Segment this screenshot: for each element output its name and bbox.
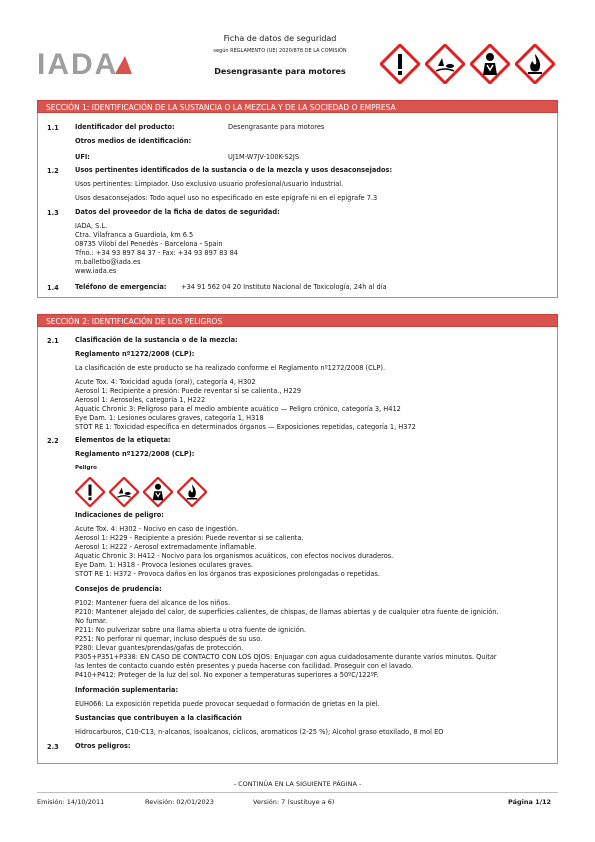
emergency-phone-value: +34 91 562 04 20 Instituto Nacional de Toxicología, 24h al día	[181, 283, 387, 291]
label-classification: Clasificación de la sustancia o de la mezcla:	[75, 336, 238, 344]
label-ufi: UFI:	[75, 153, 90, 161]
supplier-email[interactable]: m.balletbo@iada.es	[75, 258, 141, 266]
classification-intro: La clasificación de este producto se ha realizado conforme el Reglamento nº1272/2008 (CLP).	[75, 364, 386, 372]
hazard-statement: Aquatic Chronic 3: H412 - Nocivo para los organismos acuáticos, con efectos nocivos duraderos.	[75, 552, 394, 560]
classification-item: Aerosol 1: Aerosoles, categoría 1, H222	[75, 396, 206, 404]
label-other-means: Otros medios de identificación:	[75, 137, 192, 145]
precautionary-statement: P280: Llevar guantes/prendas/gafas de protección.	[75, 644, 244, 652]
precautionary-statement: P210: Mantener alejado del calor, de superficies calientes, de chispas, de llamas abiertas y de cualquier otra fuente de ignición.	[75, 608, 499, 616]
hazard-statement: Eye Dam. 1: H318 - Provoca lesiones oculares graves.	[75, 561, 253, 569]
supplier-line: Tfno.: +34 93 897 84 37 - Fax: +34 93 897 83 84	[75, 249, 238, 257]
section-number: 2.1	[47, 337, 59, 345]
precautionary-statement: P211: No pulverizar sobre una llama abierta u otra fuente de ignición.	[75, 626, 306, 634]
classification-item: STOT RE 1: Toxicidad específica en determinados órganos — Exposiciones repetidas, categoría 1, H372	[75, 423, 416, 431]
supplier-line: 08735 Vilobí del Penedès - Barcelona - Spain	[75, 240, 223, 248]
precautionary-statement: P251: No perforar ni quemar, incluso después de su uso.	[75, 635, 263, 643]
ghs-pictograms	[380, 44, 555, 84]
issue-date: Emisión: 14/10/2011	[37, 798, 105, 806]
page-number: Página 1/12	[508, 798, 552, 806]
version: Versión: 7 (sustituye a 6)	[253, 798, 335, 806]
footer-divider	[37, 792, 558, 793]
section-1-heading: SECCIÓN 1: IDENTIFICACIÓN DE LA SUSTANCIA O LA MEZCLA Y DE LA SOCIEDAD O EMPRESA	[37, 100, 558, 113]
precautionary-statement: P102: Mantener fuera del alcance de los niños.	[75, 599, 231, 607]
label-label-elements: Elementos de la etiqueta:	[75, 436, 171, 444]
label-other-hazards: Otros peligros:	[75, 742, 131, 750]
health-hazard-icon	[143, 477, 173, 507]
health-hazard-icon	[470, 44, 510, 84]
regulation-subtitle: según REGLAMENTO (UE) 2020/878 DE LA COMISIÓN	[213, 48, 347, 54]
precautionary-statement: P410+P412: Proteger de la luz del sol. No exponer a temperaturas superiores a 50ºC/122ºF.	[75, 671, 379, 679]
classification-item: Acute Tox. 4: Toxicidad aguda (oral), categoría 4, H302	[75, 378, 256, 386]
exclamation-icon	[75, 477, 105, 507]
label-supplementary-info: Información suplementaria:	[75, 686, 179, 694]
contributing-substances: Hidrocarburos, C10-C13, n-alcanos, isoalcanos, cíclicos, aromaticos (2-25 %); Alcohol graso etoxilado, 8 mol EO	[75, 728, 444, 736]
classification-item: Eye Dam. 1: Lesiones oculares graves, categoría 1, H318	[75, 414, 264, 422]
hazard-statement: Aerosol 1: H222 - Aerosol extremadamente inflamable.	[75, 543, 257, 551]
label-emergency-phone: Teléfono de emergencia:	[75, 283, 167, 291]
precautionary-statement: P305+P351+P338: EN CASO DE CONTACTO CON LOS OJOS: Enjuagar con agua cuidadosamente durante varios minutos. Quitar	[75, 653, 497, 661]
hazard-statement: STOT RE 1: H372 - Provoca daños en los órganos tras exposiciones prolongadas o repetidas.	[75, 570, 380, 578]
svg-text:IADA: IADA	[37, 50, 119, 76]
flame-icon	[177, 477, 207, 507]
label-uses: Usos pertinentes identificados de la sustancia o de la mezcla y usos desaconsejados:	[75, 166, 393, 174]
supplementary-info: EUH066: La exposición repetida puede provocar sequedad o formación de grietas en la piel.	[75, 700, 380, 708]
ufi-value: UJ1M-W7JV-100K-S2JS	[228, 153, 300, 161]
flame-icon	[515, 44, 555, 84]
label-contributing-substances: Sustancias que contribuyen a la clasificación	[75, 714, 242, 722]
label-pictograms	[75, 477, 207, 507]
section-number: 1.1	[47, 124, 59, 132]
classification-item: Aerosol 1: Recipiente a presión: Puede reventar si se calienta., H229	[75, 387, 302, 395]
document-title: Ficha de datos de seguridad	[223, 34, 337, 43]
section-number: 2.3	[47, 743, 59, 751]
supplier-line: IADA, S.L.	[75, 222, 108, 230]
product-identifier-value: Desengrasante para motores	[228, 123, 325, 131]
precautionary-statement: No fumar.	[75, 617, 108, 625]
precautionary-statement: las lentes de contacto cuando estén presentes y pueda hacerse con facilidad. Proseguir con el lavado.	[75, 662, 414, 670]
label-precautionary: Consejos de prudencia:	[75, 585, 162, 593]
signal-word: Peligro	[75, 465, 97, 471]
label-product-identifier: Identificador del producto:	[75, 123, 175, 131]
exclamation-icon	[380, 44, 420, 84]
supplier-website[interactable]: www.iada.es	[75, 267, 117, 275]
uses-bad-text: Usos desaconsejados: Todo aquel uso no especificado en este epígrafe ni en el epígrafe 7.3	[75, 194, 378, 202]
label-supplier: Datos del proveedor de la ficha de datos de seguridad:	[75, 208, 280, 216]
uses-text: Usos pertinentes: Limpiador. Uso exclusivo usuario profesional/usuario industrial.	[75, 180, 344, 188]
label-regulation: Reglamento nº1272/2008 (CLP):	[75, 350, 195, 358]
revision-date: Revisión: 02/01/2023	[145, 798, 214, 806]
section-number: 1.2	[47, 167, 59, 175]
environment-icon	[109, 477, 139, 507]
product-name-header: Desengrasante para motores	[214, 67, 346, 76]
classification-item: Aquatic Chronic 3: Peligroso para el medio ambiente acuático — Peligro crónico, categoría 3, H412	[75, 405, 401, 413]
section-number: 1.3	[47, 209, 59, 217]
continue-notice: - CONTINÚA EN LA SIGUIENTE PÁGINA -	[233, 780, 362, 788]
hazard-statement: Acute Tox. 4: H302 - Nocivo en caso de ingestión.	[75, 525, 239, 533]
section-2-heading: SECCIÓN 2: IDENTIFICACIÓN DE LOS PELIGROS	[37, 314, 558, 327]
hazard-statement: Aerosol 1: H229 - Recipiente a presión: Puede reventar si se calienta.	[75, 534, 304, 542]
supplier-line: Ctra. Vilafranca a Guardiola, km 6.5	[75, 231, 194, 239]
environment-icon	[425, 44, 465, 84]
label-regulation-2: Reglamento nº1272/2008 (CLP):	[75, 450, 195, 458]
label-hazard-statements: Indicaciones de peligro:	[75, 511, 164, 519]
section-number: 1.4	[47, 284, 59, 292]
section-number: 2.2	[47, 437, 59, 445]
iada-logo	[37, 50, 132, 76]
